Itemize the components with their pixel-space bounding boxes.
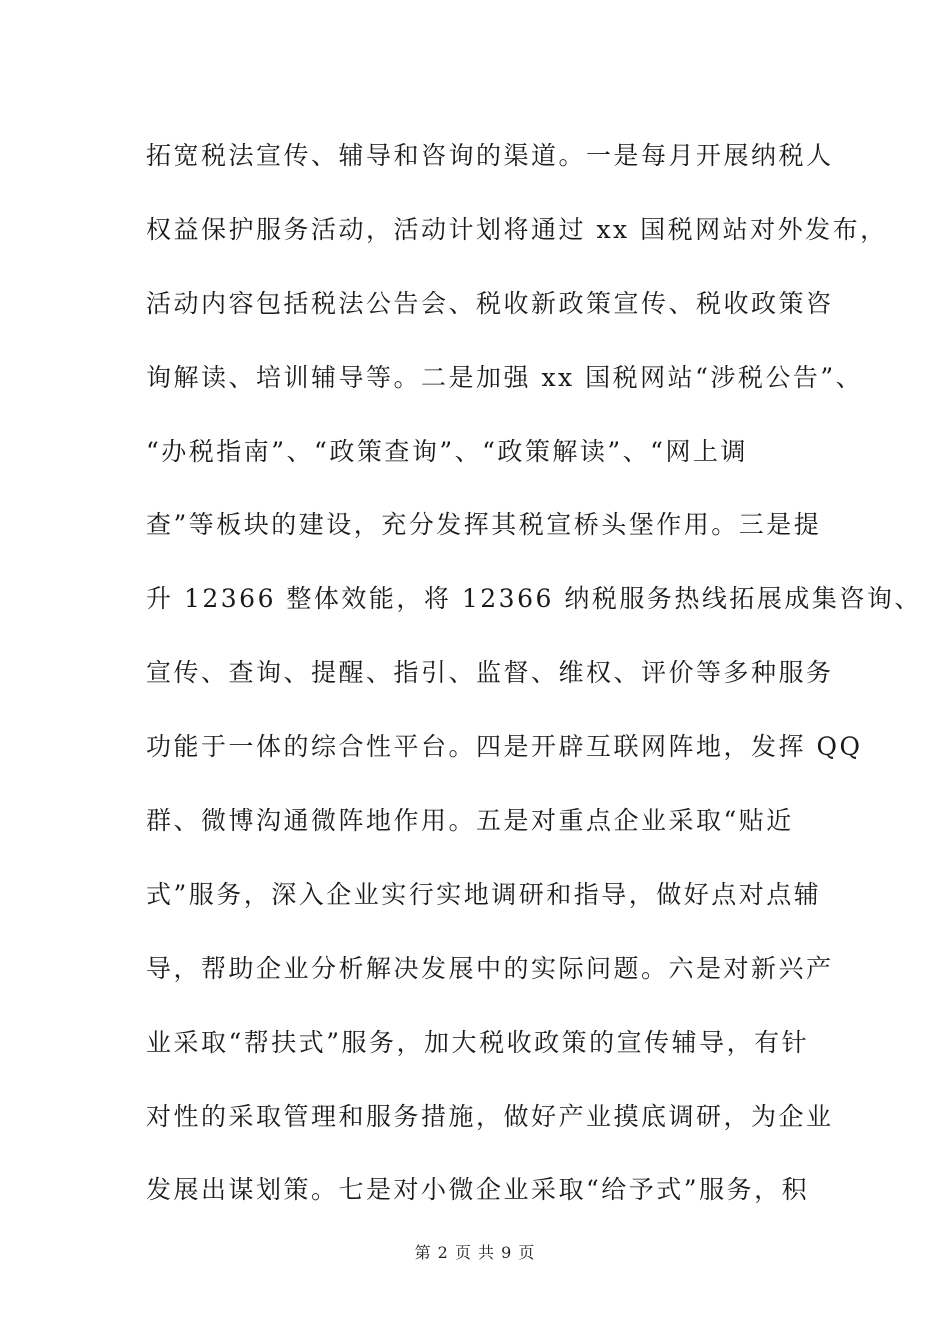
page-number-footer: 第 2 页 共 9 页: [414, 1243, 536, 1262]
text-line: 对性的采取管理和服务措施，做好产业摸底调研，为企业: [146, 1101, 834, 1131]
text-line: 升 12366 整体效能，将 12366 纳税服务热线拓展成集咨询、: [146, 584, 922, 614]
text-line: 发展出谋划策。七是对小微企业采取“给予式”服务，积: [146, 1175, 810, 1205]
text-line: 活动内容包括税法公告会、税收新政策宣传、税收政策咨: [146, 288, 834, 318]
text-line: “办税指南”、“政策查询”、“政策解读”、“网上调: [146, 436, 748, 466]
text-line: 功能于一体的综合性平台。四是开辟互联网阵地，发挥 QQ: [146, 732, 863, 762]
text-line: 宣传、查询、提醒、指引、监督、维权、评价等多种服务: [146, 658, 834, 688]
text-line: 式”服务，深入企业实行实地调研和指导，做好点对点辅: [146, 879, 822, 909]
text-line: 群、微博沟通微阵地作用。五是对重点企业采取“贴近: [146, 806, 794, 836]
body-text: [146, 130, 922, 1238]
text-line: 导，帮助企业分析解决发展中的实际问题。六是对新兴产: [146, 953, 834, 983]
text-line: 查”等板块的建设，充分发挥其税宣桥头堡作用。三是提: [146, 510, 822, 540]
text-line: 拓宽税法宣传、辅导和咨询的渠道。一是每月开展纳税人: [146, 141, 834, 170]
text-line: 权益保护服务活动，活动计划将通过 xx 国税网站对外发布，: [146, 214, 888, 244]
text-line: 询解读、培训辅导等。二是加强 xx 国税网站“涉税公告”、: [146, 362, 864, 392]
text-line: 业采取“帮扶式”服务，加大税收政策的宣传辅导，有针: [146, 1027, 810, 1057]
